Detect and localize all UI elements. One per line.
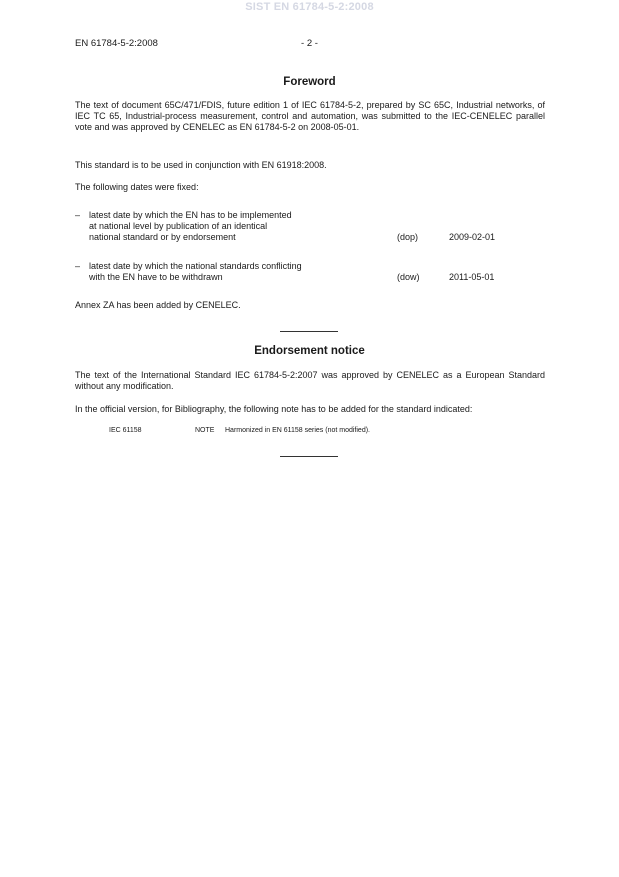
date-code: (dop) — [397, 232, 419, 242]
endorsement-title: Endorsement notice — [254, 345, 365, 357]
note-reference: IEC 61158 — [109, 427, 142, 434]
section-divider — [280, 331, 338, 332]
header-doc-id: EN 61784-5-2:2008 — [75, 38, 158, 49]
endorsement-paragraph-2: In the official version, for Bibliography, the following note has to be added for the standard indicated: — [75, 404, 473, 414]
date-item-line: at national level by publication of an identical — [89, 221, 268, 231]
foreword-paragraph-3: The following dates were fixed: — [75, 182, 199, 192]
list-dash: – — [75, 210, 81, 220]
list-dash: – — [75, 261, 81, 271]
date-item-line: national standard or by endorsement — [89, 232, 236, 242]
foreword-paragraph-2: This standard is to be used in conjunction with EN 61918:2008. — [75, 160, 327, 170]
foreword-title: Foreword — [283, 76, 336, 88]
date-item-text — [89, 210, 389, 243]
date-item-line: latest date by which the national standards conflicting — [89, 261, 302, 271]
date-item-line: with the EN have to be withdrawn — [89, 272, 223, 282]
date-value: 2009-02-01 — [449, 232, 496, 242]
watermark: SIST EN 61784-5-2:2008 — [245, 1, 374, 13]
header-page-number: - 2 - — [301, 38, 318, 49]
annex-note: Annex ZA has been added by CENELEC. — [75, 300, 241, 310]
endorsement-paragraph-1: The text of the International Standard IEC 61784-5-2:2007 was approved by CENELEC as a European Standard without any modification. — [75, 370, 545, 391]
note-label: NOTE — [195, 427, 215, 434]
date-item-line: latest date by which the EN has to be implemented — [89, 210, 292, 220]
date-value: 2011-05-01 — [449, 272, 495, 282]
section-divider — [280, 456, 338, 457]
note-text: Harmonized in EN 61158 series (not modified). — [225, 427, 370, 434]
date-code: (dow) — [397, 272, 420, 282]
date-item-text — [89, 261, 389, 283]
foreword-paragraph-1: The text of document 65C/471/FDIS, future edition 1 of IEC 61784-5-2, prepared by SC 65C, Industrial networks, of IEC TC 65, Industrial-process measurement, control and automation, was submitted to the IEC-CENELEC parallel vote and was approved by CENELEC as EN 61784-5-2 on 2008-05-01. — [75, 100, 545, 132]
